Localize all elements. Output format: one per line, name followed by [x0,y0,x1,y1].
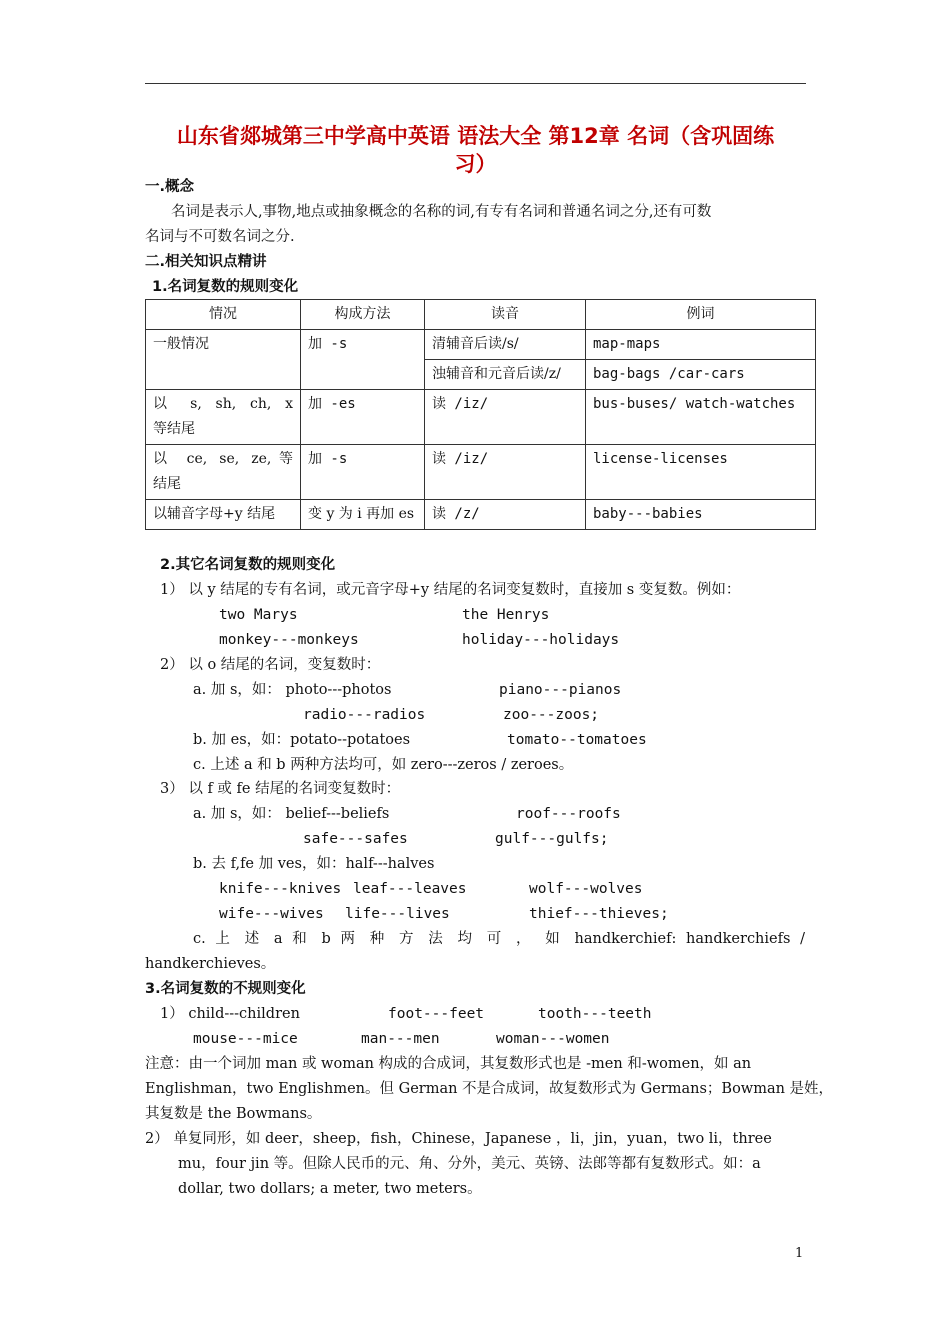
title-line-2: 习） [454,152,497,176]
table-row [146,500,816,530]
table-cell: 读 /iz/ [425,445,586,500]
rule-3-line: 3） 以 f 或 fe 结尾的名词变复数时： [160,781,401,797]
example-line: thief---thieves; [529,906,669,922]
rule-line: 2） 单复同形，如 deer，sheep，fish，Chinese，Japanese ，li，jin，yuan，two li，three [145,1131,772,1147]
header-rule [145,83,806,84]
example-line: tomato--tomatoes [507,732,647,748]
table-cell: baby---babies [586,500,816,530]
table-cell: 变 y 为 i 再加 es [301,500,425,530]
cell-text: 加 -s [308,336,348,352]
table-row [146,330,816,360]
table-cell: 读 /iz/ [425,390,586,445]
rule-2-line: 2） 以 o 结尾的名词，变复数时： [160,657,381,673]
example-line: foot---feet [388,1006,485,1022]
note-line: 注意：由一个词加 man 或 woman 构成的合成词，其复数形式也是 -men 和-women，如 an [145,1056,752,1072]
example-line: a. 加 s，如： belief---beliefs [193,806,390,822]
table-header-cell: 情况 [146,300,301,330]
example-line: wife---wives [219,906,324,922]
table-cell: 读 /z/ [425,500,586,530]
note-line: 其复数是 the Bowmans。 [145,1106,322,1122]
example-line: wolf---wolves [529,881,643,897]
example-line: piano---pianos [499,682,622,698]
subsection-1-heading: 1.名词复数的规则变化 [152,279,299,295]
example-line: zoo---zoos; [503,707,600,723]
table-cell [146,330,301,390]
table-header-cell: 构成方法 [301,300,425,330]
example-line: c. 上 述 a 和 b 两 种 方 法 均 可 ， 如 handkerchief: handkerchiefs / [193,931,805,947]
section-2-heading: 二.相关知识点精讲 [145,254,267,270]
example-line: knife---knives [219,881,342,897]
rule-1-line: 1） 以 y 结尾的专有名词，或元音字母+y 结尾的名词变复数时，直接加 s 变复数。例如： [160,582,741,598]
example-line: gulf---gulfs; [495,831,609,847]
table-cell: 加 -s [301,445,425,500]
table-header-row [146,300,816,330]
cell-line: 以 s, sh, ch, x [153,396,293,412]
table-cell: license-licenses [586,445,816,500]
table-cell: 浊辅音和元音后读/z/ [425,360,586,390]
example-line: safe---safes [303,831,408,847]
example-line: a. 加 s，如： photo---photos [193,682,392,698]
table-cell: map-maps [586,330,816,360]
cell-text: 一般情况 [153,336,209,352]
example-line: holiday---holidays [462,632,620,648]
section-1-para-line-1: 名词是表示人,事物,地点或抽象概念的名称的词,有专有名词和普通名词之分,还有可数 [171,204,712,220]
rule-line: dollar, two dollars; a meter, two meters。 [178,1181,482,1197]
example-line: handkerchieves。 [145,956,276,972]
section-1-para-line-2: 名词与不可数名词之分. [145,229,295,245]
table-cell: bus-buses/ watch-watches [586,390,816,445]
table-cell [301,330,425,390]
example-line: radio---radios [303,707,426,723]
example-line: tooth---teeth [538,1006,652,1022]
table-header-cell: 读音 [425,300,586,330]
example-line: monkey---monkeys [219,632,359,648]
table-cell [146,445,301,500]
table-cell: bag-bags /car-cars [586,360,816,390]
example-line: mouse---mice [193,1031,298,1047]
table-row [146,390,816,445]
example-line: leaf---leaves [353,881,467,897]
table-cell: 以辅音字母+y 结尾 [146,500,301,530]
page-number: 1 [795,1246,804,1261]
example-line: two Marys [219,607,298,623]
table-cell [146,390,301,445]
table-cell: 加 -es [301,390,425,445]
note-line: Englishman，two Englishmen。但 German 不是合成词，故复数形式为 Germans；Bowman 是姓， [145,1081,834,1097]
section-1-heading: 一.概念 [145,179,195,195]
table-cell: 清辅音后读/s/ [425,330,586,360]
section-3-heading: 3.名词复数的不规则变化 [145,981,306,997]
example-line: b. 去 f,fe 加 ves，如：half---halves [193,856,435,872]
cell-line: 结尾 [153,476,181,492]
plural-rules-table [145,299,816,530]
example-line: woman---women [496,1031,610,1047]
document-title [145,122,806,178]
example-line: life---lives [345,906,450,922]
example-line: the Henrys [462,607,550,623]
example-line: b. 加 es，如：potato--potatoes [193,732,411,748]
title-line-1: 山东省郯城第三中学高中英语 语法大全 第12章 名词（含巩固练 [176,124,775,148]
subsection-2-heading: 2.其它名词复数的规则变化 [160,557,336,573]
example-line: roof---roofs [516,806,621,822]
cell-line: 以 ce, se, ze,等 [153,451,293,467]
table-row [146,445,816,500]
example-line: 1） child---children [160,1006,300,1022]
table-header-cell: 例词 [586,300,816,330]
example-line: man---men [361,1031,440,1047]
rule-line: mu，four jin 等。但除人民币的元、角、分外，美元、英镑、法郎等都有复数形式。如：a [178,1156,761,1172]
cell-line: 等结尾 [153,421,195,437]
example-line: c. 上述 a 和 b 两种方法均可，如 zero---zeros / zeroes。 [193,757,574,773]
